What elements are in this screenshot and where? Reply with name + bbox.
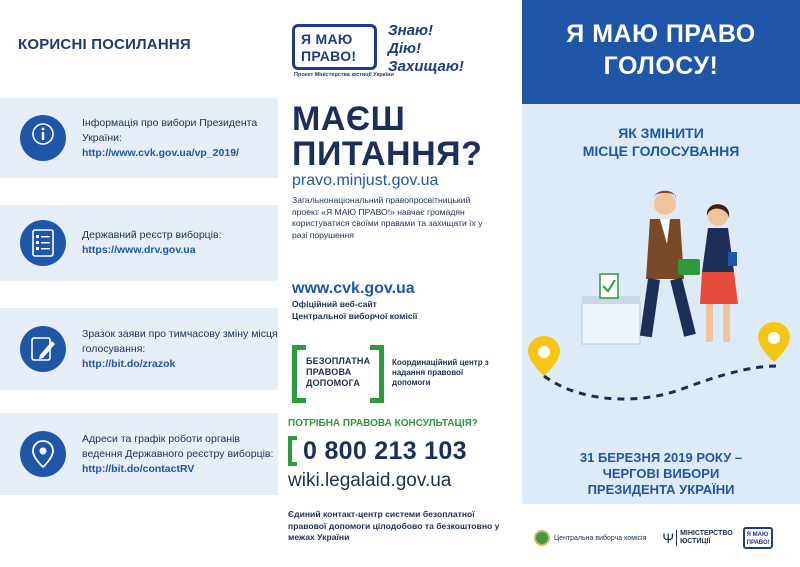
link-card-application-sample [0, 308, 278, 390]
cvk-description-line: Центральної виборчої комісії [292, 310, 418, 321]
pravo-site-link[interactable]: pravo.minjust.gov.ua [292, 172, 439, 189]
question-line: ПИТАННЯ? [292, 135, 483, 173]
green-bracket-left [288, 436, 297, 466]
legalaid-wiki-link[interactable]: wiki.legalaid.gov.ua [288, 470, 452, 491]
logo-line: Я МАЮ [301, 31, 353, 47]
legal-logo-line: ДОПОМОГА [306, 378, 361, 388]
green-bracket-left [292, 345, 306, 403]
useful-links-panel [0, 0, 278, 567]
ballot-box-icon [582, 274, 640, 344]
election-date-line: ЧЕРГОВІ ВИБОРИ [602, 466, 720, 481]
slogan [388, 22, 464, 76]
question-heading [292, 102, 482, 172]
mini-logo-line: ПРАВО! [746, 540, 770, 546]
minjust-line: ЮСТИЦІЇ [680, 538, 711, 545]
link-url[interactable]: http://bit.do/zrazok [82, 357, 176, 370]
cover-header [522, 0, 800, 104]
link-card-register-addresses [0, 413, 278, 495]
consultation-heading: ПОТРІБНА ПРАВОВА КОНСУЛЬТАЦІЯ? [288, 418, 478, 429]
legal-logo-line: БЕЗОПЛАТНА [306, 356, 371, 366]
slogan-line: Знаю! [388, 22, 434, 39]
start-pin-icon [528, 336, 560, 376]
link-url[interactable]: http://www.cvk.gov.ua/vp_2019/ [82, 146, 239, 159]
link-description: Державний реєстр виборців: [82, 229, 222, 241]
i-have-right-mini-logo [743, 527, 773, 549]
how-to-change-heading [522, 124, 800, 160]
list-icon [20, 220, 66, 266]
slogan-line: Дію! [388, 40, 421, 57]
cvk-description-line: Офіційний веб-сайт [292, 299, 377, 309]
hotline [288, 433, 467, 469]
link-url[interactable]: http://bit.do/contactRV [82, 462, 195, 475]
cover-panel [522, 0, 800, 567]
link-description: Зразок заяви про тимчасову зміну місця голосування: [82, 327, 278, 355]
election-date [522, 450, 800, 498]
minjust-logo [676, 530, 733, 546]
logo-subtitle: Проект Міністерства юстиції України [294, 72, 394, 78]
hotline-phone[interactable]: 0 800 213 103 [303, 436, 467, 465]
end-pin-icon [758, 322, 790, 362]
logo-line: ПРАВО! [301, 48, 357, 64]
green-bracket-right [370, 345, 384, 403]
contact-center-description: Єдиний контакт-центр системи безоплатної правової допомоги цілодобово та безкоштовно у межах України [288, 509, 500, 542]
legal-logo-line: ПРАВОВА [306, 367, 352, 377]
how-line: ЯК ЗМІНИТИ [618, 125, 704, 141]
cover-title [522, 18, 800, 82]
project-description: Загальнонаціональний правопросвітницький проект «Я МАЮ ПРАВО!» навчає громадян користуватися своїми правами та захищати їх у разі порушення [292, 195, 483, 240]
how-line: МІСЦЕ ГОЛОСУВАННЯ [582, 143, 740, 159]
link-card-voter-register [0, 205, 278, 281]
contacts-panel [278, 0, 522, 567]
link-card-elections-info [0, 98, 278, 178]
cvk-emblem-icon [534, 530, 550, 546]
useful-links-title: КОРИСНІ ПОСИЛАННЯ [18, 36, 191, 53]
legal-aid-caption: Координаційний центр з надання правової допомоги [392, 358, 489, 387]
info-icon [20, 115, 66, 161]
slogan-line: Захищаю! [388, 58, 464, 75]
cvk-label: Центральна виборча комісія [554, 534, 647, 542]
link-url[interactable]: https://www.drv.gov.ua [82, 244, 196, 256]
question-line: МАЄШ [292, 100, 406, 138]
mini-logo-line: Я МАЮ [746, 532, 769, 538]
man-figure [640, 191, 700, 338]
voting-illustration [522, 104, 800, 504]
pencil-icon [20, 326, 66, 372]
cvk-site-link[interactable]: www.cvk.gov.ua [292, 280, 415, 297]
i-have-right-logo [292, 24, 377, 70]
trident-icon: Ψ [662, 530, 675, 546]
map-pin-icon [20, 431, 66, 477]
minjust-line: МІНІСТЕРСТВО [680, 530, 733, 537]
election-date-line: 31 БЕРЕЗНЯ 2019 РОКУ – [579, 450, 743, 465]
link-description: Інформація про вибори Президента України: [82, 116, 258, 144]
election-date-line: ПРЕЗИДЕНТА УКРАЇНИ [587, 482, 735, 497]
cover-title-line: ГОЛОСУ! [603, 52, 719, 80]
free-legal-aid-logo [292, 345, 384, 403]
woman-figure [700, 204, 738, 342]
route-path [544, 366, 777, 399]
partner-logos [522, 518, 800, 558]
cvk-description [292, 299, 417, 322]
link-description: Адреси та графік роботи органів ведення Державного реєстру виборців: [82, 432, 274, 460]
cover-title-line: Я МАЮ ПРАВО [566, 20, 756, 48]
